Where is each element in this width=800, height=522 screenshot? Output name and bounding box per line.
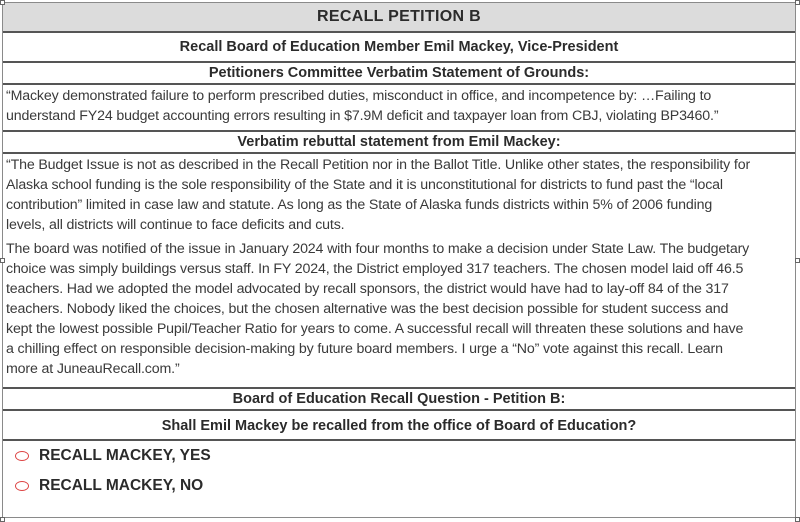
rebuttal-line: levels, all districts will continue to face deficits and cuts. bbox=[6, 217, 345, 233]
grounds-line: understand FY24 budget accounting errors resulting in $7.9M deficit and taxpayer loan from CBJ, violating BP3460.” bbox=[6, 108, 719, 124]
rebuttal-line: contribution” limited in case law and statute. As long as the State of Alaska funds districts within 5% of 2006 funding bbox=[6, 197, 713, 213]
resize-handle-top-left[interactable] bbox=[0, 0, 5, 5]
recall-subtitle: Recall Board of Education Member Emil Mackey, Vice-President bbox=[3, 33, 795, 63]
rebuttal-line: teachers. Had we adopted the model advocated by recall sponsors, the district would have had to lay-off 84 of the 317 bbox=[6, 281, 729, 297]
resize-handle-mid-right[interactable] bbox=[795, 258, 800, 263]
grounds-heading: Petitioners Committee Verbatim Statement of Grounds: bbox=[3, 63, 795, 85]
rebuttal-paragraph-2 bbox=[3, 238, 795, 389]
radio-circle-icon[interactable] bbox=[15, 451, 29, 461]
resize-handle-mid-left[interactable] bbox=[0, 258, 5, 263]
rebuttal-line: teachers. Nobody liked the choices, but the chosen alternative was the best decision possible for student success and bbox=[6, 301, 729, 317]
rebuttal-line: kept the lowest possible Pupil/Teacher Ratio for years to come. A successful recall will threaten these solutions and have bbox=[6, 321, 744, 337]
resize-handle-bottom-right[interactable] bbox=[795, 517, 800, 522]
resize-handle-bottom-left[interactable] bbox=[0, 517, 5, 522]
option-recall-no[interactable] bbox=[3, 471, 795, 501]
option-label: RECALL MACKEY, NO bbox=[39, 477, 204, 494]
ballot-question-heading: Board of Education Recall Question - Petition B: bbox=[3, 389, 795, 411]
rebuttal-line: The board was notified of the issue in January 2024 with four months to make a decision under State Law. The budgetary bbox=[6, 241, 750, 257]
option-recall-yes[interactable] bbox=[3, 441, 795, 471]
grounds-statement bbox=[3, 85, 795, 132]
radio-circle-icon[interactable] bbox=[15, 481, 29, 491]
rebuttal-line: more at JuneauRecall.com.” bbox=[6, 361, 180, 377]
rebuttal-line: a chilling effect on responsible decision-making by future board members. I urge a “No” vote against this recall. Learn bbox=[6, 341, 723, 357]
rebuttal-line: Alaska school funding is the sole responsibility of the State and it is unconstitutional for districts to fund past the “local bbox=[6, 177, 723, 193]
resize-handle-top-right[interactable] bbox=[795, 0, 800, 5]
rebuttal-heading: Verbatim rebuttal statement from Emil Mackey: bbox=[3, 132, 795, 154]
rebuttal-paragraph-1 bbox=[3, 154, 795, 238]
ballot-question: Shall Emil Mackey be recalled from the office of Board of Education? bbox=[3, 411, 795, 441]
grounds-line: “Mackey demonstrated failure to perform prescribed duties, misconduct in office, and incompetence by: …Failing to bbox=[6, 88, 712, 104]
rebuttal-line: “The Budget Issue is not as described in the Recall Petition nor in the Ballot Title. Unlike other states, the responsibility for bbox=[6, 157, 751, 173]
page-title: RECALL PETITION B bbox=[3, 3, 795, 33]
ballot-page bbox=[2, 2, 796, 518]
rebuttal-line: choice was simply buildings versus staff. In FY 2024, the District employed 317 teachers. The chosen model laid off 46.5 bbox=[6, 261, 744, 277]
option-label: RECALL MACKEY, YES bbox=[39, 447, 211, 464]
